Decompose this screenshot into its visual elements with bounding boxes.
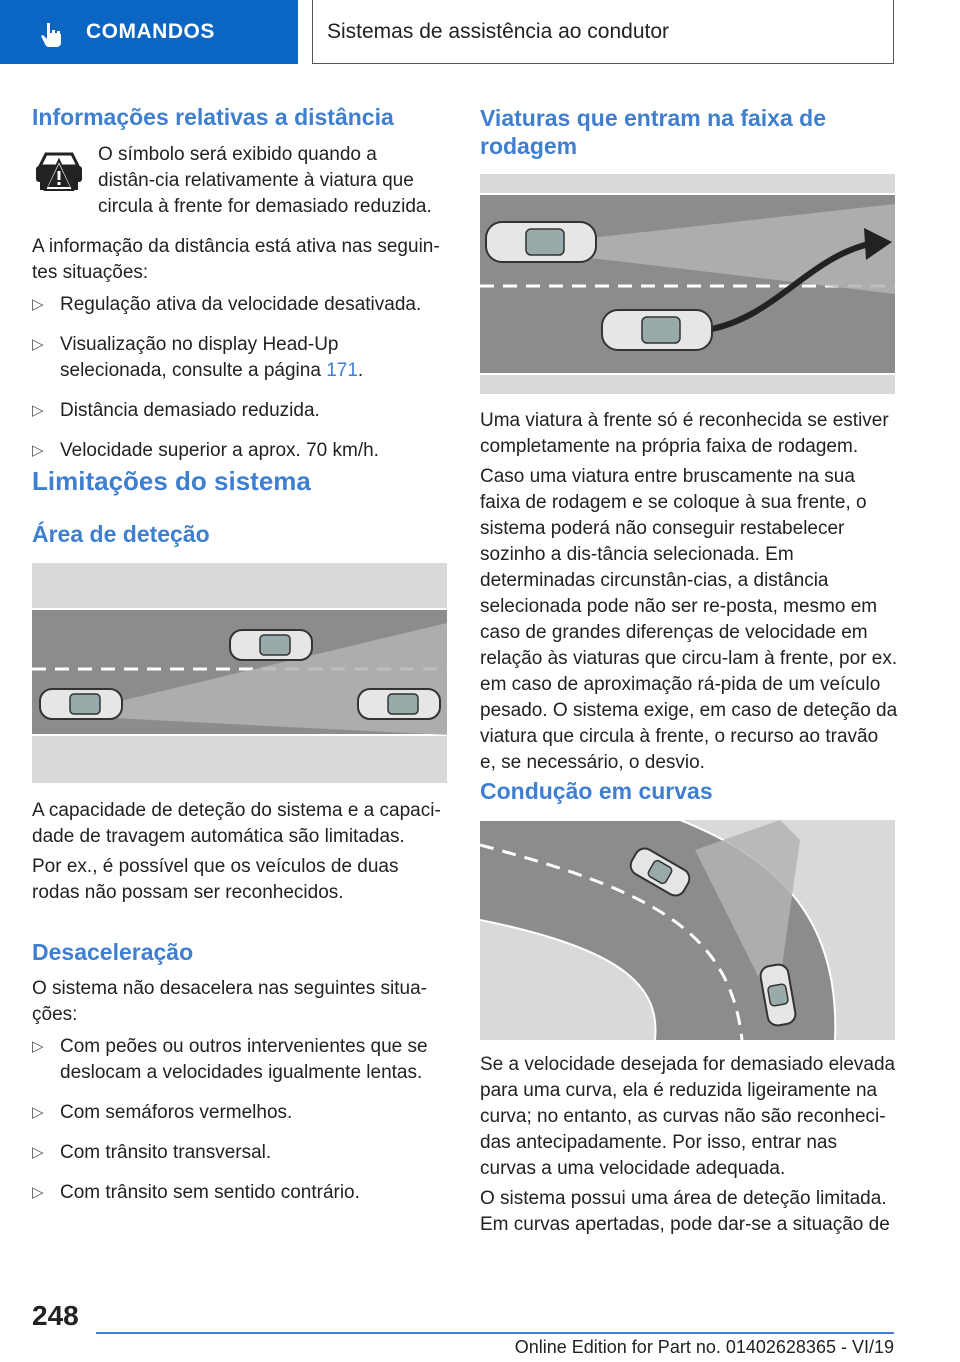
car-warning-icon [32, 146, 86, 194]
own-car [40, 689, 122, 719]
cutting-in-car [602, 310, 712, 350]
section-title: Sistemas de assistência ao condutor [327, 20, 670, 43]
heading-deceleration: Desaceleração [32, 939, 194, 965]
list-item: ▷ Velocidade superior a aprox. 70 km/h. [32, 438, 447, 464]
heading-system-limits: Limitações do sistema [32, 466, 311, 496]
cut-in-figure [480, 174, 895, 394]
list-item: ▷ Com trânsito transversal. [32, 1140, 447, 1166]
heading-cut-in: Viaturas que entram na faixa de rodagem [480, 105, 826, 159]
list-item: ▷ Com semáforos vermelhos. [32, 1100, 447, 1126]
area-paragraph-2: Por ex., é possível que os veículos de duas rodas não possam ser reconhecidos. [32, 856, 399, 903]
footer-divider [96, 1332, 894, 1334]
decel-intro: O sistema não desacelera nas seguintes situa-ções: [32, 978, 427, 1025]
list-item: ▷ Com trânsito sem sentido contrário. [32, 1180, 447, 1206]
edition-text: Online Edition for Part no. 01402628365 - VI/19 [514, 1337, 894, 1357]
curves-figure [480, 820, 895, 1040]
symbol-description: O símbolo será exibido quando a distân-cia relativamente à viatura que circula à frente for demasiado reduzida. [98, 144, 432, 217]
list-item: ▷ Regulação ativa da velocidade desativada. [32, 292, 447, 318]
hand-pointer-icon [38, 20, 66, 48]
curves-paragraph-2: O sistema possui uma área de deteção limitada. Em curvas apertadas, pode dar-se a situação de [480, 1188, 890, 1235]
area-paragraph-1: A capacidade de deteção do sistema e a capaci-dade de travagem automática são limitadas. [32, 800, 441, 847]
car-ahead [230, 630, 312, 660]
active-intro: A informação da distância está ativa nas seguin-tes situações: [32, 236, 440, 283]
curves-paragraph-1: Se a velocidade desejada for demasiado elevada para uma curva, ela é reduzida ligeiramente na curva; no entanto, as curvas não são reconheci-das antecipadamente. Por isso, entrar nas curvas a uma velocidade adequada. [480, 1054, 896, 1179]
page-link[interactable]: 171 [326, 360, 358, 381]
chapter-tab[interactable] [0, 0, 298, 64]
car-ahead-far [358, 689, 440, 719]
decel-list [32, 1034, 447, 1206]
own-car [486, 222, 596, 262]
heading-detection-area: Área de deteção [32, 521, 210, 547]
left-column [32, 104, 447, 131]
chapter-title: COMANDOS [86, 20, 215, 43]
heading-curves: Condução em curvas [480, 778, 713, 804]
section-header [312, 0, 894, 64]
list-item: ▷ Com peões ou outros intervenientes que se deslocam a velocidades igualmente lentas. [32, 1034, 447, 1086]
heading-distance-info: Informações relativas a distância [32, 104, 394, 130]
list-item: ▷ Visualização no display Head-Up selecionada, consulte a página 171. [32, 332, 447, 384]
cutin-paragraph-2: Caso uma viatura entre bruscamente na sua faixa de rodagem e se coloque à sua frente, o sistema poderá não conseguir restabelecer sozinho a dis-tância selecionada. Em determinadas circunstân-cias, a distância selecionada pode não ser re-posta, mesmo em caso de grandes diferenças de velocidade em relação às viaturas que circu-lam à frente, por ex. em caso de aproximação rá-pida de um veículo pesado. O sistema exige, em caso de deteção da viatura que circula à frente, o recurso ao travão e, se necessário, o desvio. [480, 466, 898, 773]
list-item: ▷ Distância demasiado reduzida. [32, 398, 447, 424]
detection-area-figure [32, 563, 447, 783]
cutin-paragraph-1: Uma viatura à frente só é reconhecida se estiver completamente na própria faixa de rodagem. [480, 410, 889, 457]
page-number: 248 [32, 1300, 79, 1331]
active-list [32, 292, 447, 464]
